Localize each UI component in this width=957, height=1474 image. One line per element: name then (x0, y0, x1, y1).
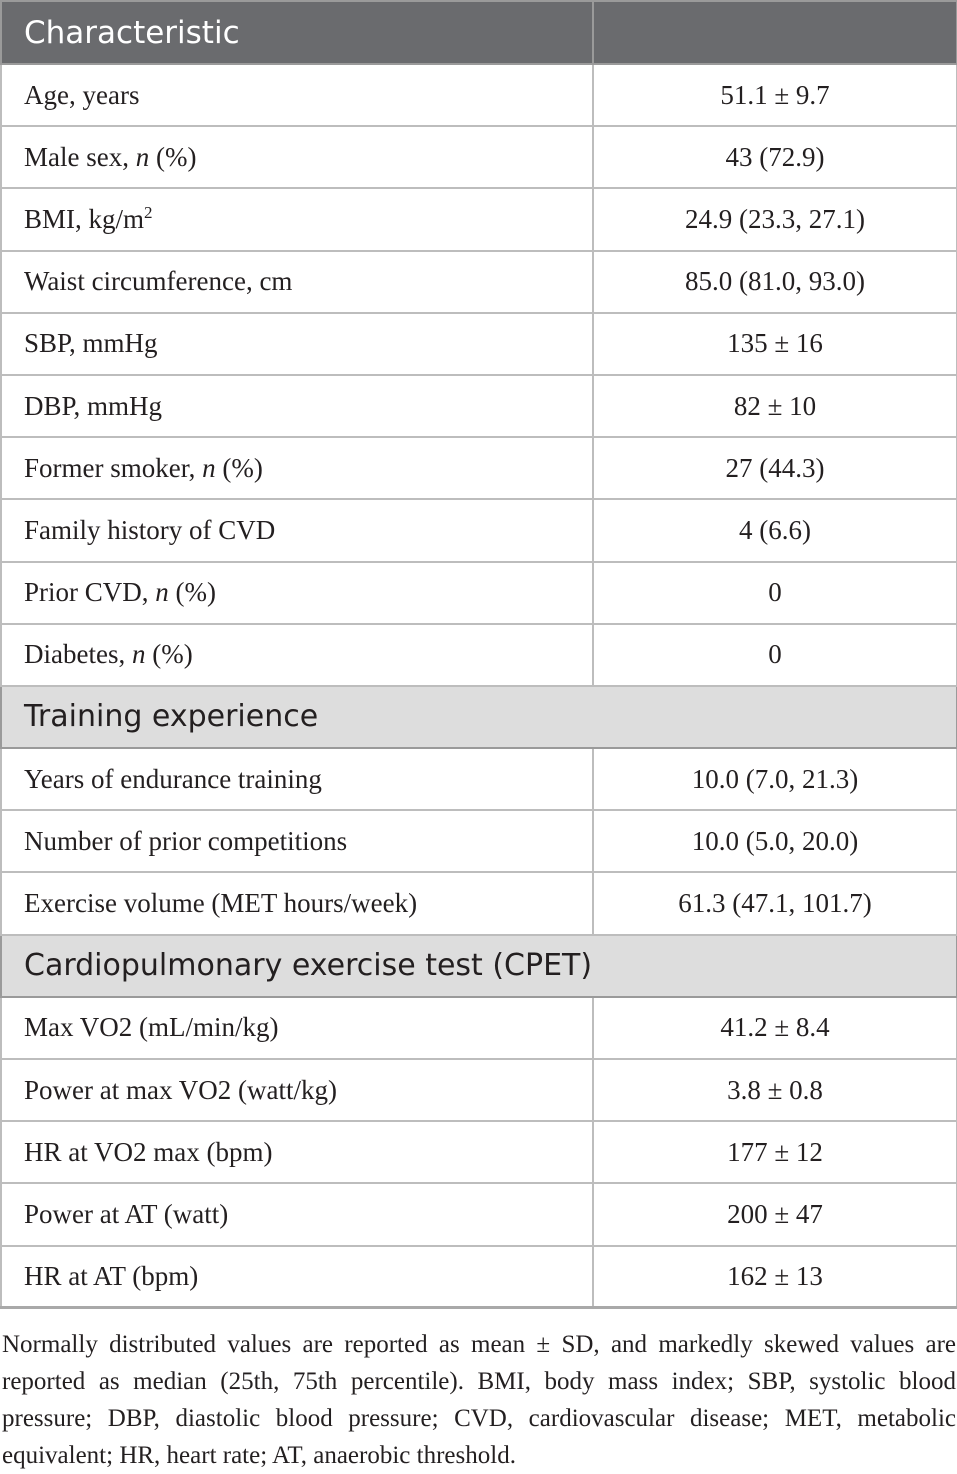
row-value: 43 (72.9) (593, 126, 957, 188)
table-row (1, 375, 957, 437)
row-label: HR at VO2 max (bpm) (1, 1121, 593, 1183)
row-value: 82 ± 10 (593, 375, 957, 437)
row-label: SBP, mmHg (1, 313, 593, 375)
table-row (1, 748, 957, 810)
row-label: Years of endurance training (1, 748, 593, 810)
row-value: 162 ± 13 (593, 1246, 957, 1308)
row-value: 61.3 (47.1, 101.7) (593, 872, 957, 934)
row-value: 51.1 ± 9.7 (593, 64, 957, 126)
table-row (1, 499, 957, 561)
table-row (1, 437, 957, 499)
table-row (1, 810, 957, 872)
row-value: 85.0 (81.0, 93.0) (593, 251, 957, 313)
table-row (1, 188, 957, 250)
row-label: Prior CVD, n (%) (1, 562, 593, 624)
table-row (1, 313, 957, 375)
section-row-cpet (1, 935, 957, 997)
row-label: Age, years (1, 64, 593, 126)
row-label: Male sex, n (%) (1, 126, 593, 188)
row-value: 27 (44.3) (593, 437, 957, 499)
row-value: 177 ± 12 (593, 1121, 957, 1183)
table-header-row (1, 1, 957, 64)
table-row (1, 1183, 957, 1245)
row-label: Power at max VO2 (watt/kg) (1, 1059, 593, 1121)
row-label: Waist circumference, cm (1, 251, 593, 313)
row-value: 0 (593, 562, 957, 624)
table-row (1, 1121, 957, 1183)
table-row (1, 126, 957, 188)
table-row (1, 251, 957, 313)
row-label: Exercise volume (MET hours/week) (1, 872, 593, 934)
row-value: 4 (6.6) (593, 499, 957, 561)
row-value: 3.8 ± 0.8 (593, 1059, 957, 1121)
header-value (593, 1, 957, 64)
table-row (1, 1246, 957, 1308)
row-label: HR at AT (bpm) (1, 1246, 593, 1308)
row-value: 24.9 (23.3, 27.1) (593, 188, 957, 250)
row-label: Max VO2 (mL/min/kg) (1, 997, 593, 1059)
row-value: 10.0 (7.0, 21.3) (593, 748, 957, 810)
row-label: BMI, $kg/m^2$ (1, 188, 593, 250)
row-label: Power at AT (watt) (1, 1183, 593, 1245)
section-row-training (1, 686, 957, 748)
row-value: 0 (593, 624, 957, 686)
table-row (1, 562, 957, 624)
row-label: Number of prior competitions (1, 810, 593, 872)
table-row (1, 872, 957, 934)
table-footnote: Normally distributed values are reported as mean ± SD, and markedly skewed values are reported as median (25th, 75th percentile). BMI, body mass index; SBP, systolic blood pressure; DBP, diastolic blood pressure; CVD, cardiovascular disease; MET, metabolic equivalent; HR, heart rate; AT, anaerobic threshold. (2, 1331, 956, 1469)
row-label: Family history of CVD (1, 499, 593, 561)
row-value: 41.2 ± 8.4 (593, 997, 957, 1059)
table-row (1, 997, 957, 1059)
table-row (1, 1059, 957, 1121)
table-row (1, 624, 957, 686)
row-value: 135 ± 16 (593, 313, 957, 375)
section-title-cpet: Cardiopulmonary exercise test (CPET) (1, 935, 957, 997)
section-title-training: Training experience (1, 686, 957, 748)
row-label: Former smoker, n (%) (1, 437, 593, 499)
header-characteristic: Characteristic (1, 1, 593, 64)
row-label: Diabetes, n (%) (1, 624, 593, 686)
row-label: DBP, mmHg (1, 375, 593, 437)
table-row (1, 64, 957, 126)
row-value: 200 ± 47 (593, 1183, 957, 1245)
row-value: 10.0 (5.0, 20.0) (593, 810, 957, 872)
